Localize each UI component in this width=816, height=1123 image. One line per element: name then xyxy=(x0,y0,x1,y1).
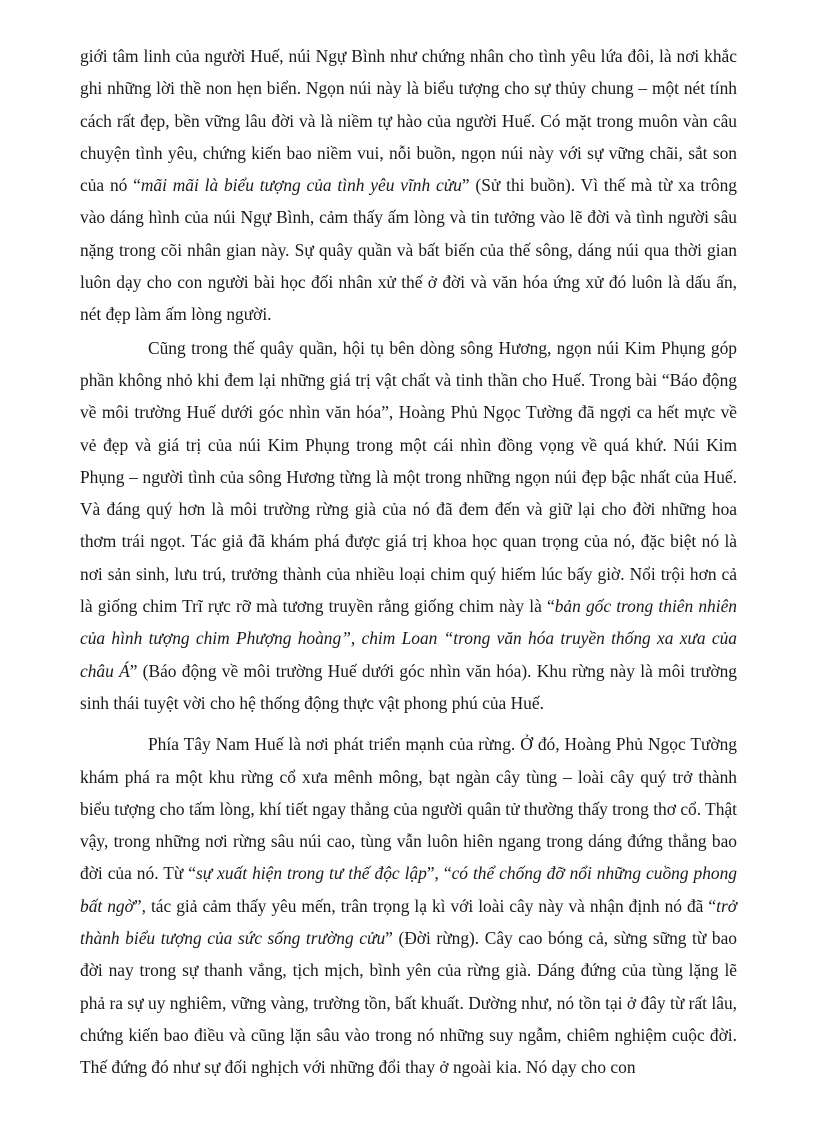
paragraph-text: Cũng trong thế quây quần, hội tụ bên dòng sông Hương, ngọn núi Kim Phụng góp phần không nhỏ khi đem lại những giá trị vật chất và tinh thần cho Huế. Trong bài “Báo động về môi trường Huế dưới góc nhìn văn hóa”, Hoàng Phủ Ngọc Tường đã ngợi ca hết mực về vẻ đẹp và giá trị của núi Kim Phụng trong một cái nhìn đồng vọng về quá khứ. Núi Kim Phụng – người tình của sông Hương từng là một trong những ngọn núi đẹp bậc nhất của Huế. Và đáng quý hơn là môi trường rừng già của nó đã đem đến và giữ lại cho đời những hoa thơm trái ngọt. Tác giả đã khám phá được giá trị khoa học quan trọng của nó, đặc biệt nó là nơi sản sinh, lưu trú, trưởng thành của nhiều loại chim quý hiếm lúc bấy giờ. Nổi trội hơn cả là giống chim Trĩ rực rỡ mà tương truyền rằng giống chim này là “ xyxy=(80,337,737,617)
paragraph-kim-phung xyxy=(80,332,737,720)
paragraph-text: ” (Báo động về môi trường Huế dưới góc nhìn văn hóa). Khu rừng này là môi trường sinh thái tuyệt vời cho hệ thống động thực vật phong phú của Huế. xyxy=(80,660,738,713)
quotation: trở thành biểu tượng của sức sống trường cửu xyxy=(80,895,737,949)
paragraph-ngu-binh xyxy=(80,40,737,331)
document-page xyxy=(80,40,737,1084)
quotation: bản gốc trong thiên nhiên của hình tượng chim Phượng hoàng”, chim Loan “trong văn hóa truyền thống xa xưa của châu Á xyxy=(80,596,737,681)
paragraph-text: ” (Sử thi buồn). Vì thế mà từ xa trông vào dáng hình của núi Ngự Bình, cảm thấy ấm lòng và tin tưởng vào lẽ đời và tình người sâu nặng trong cõi nhân gian này. Sự quây quần và bất biến của thế sông, dáng núi qua thời gian luôn dạy cho con người bài học đối nhân xử thế ở đời và văn hóa ứng xử đó luôn là dấu ấn, nét đẹp làm ấm lòng người. xyxy=(80,175,737,325)
paragraph-text: giới tâm linh của người Huế, núi Ngự Bình như chứng nhân cho tình yêu lứa đôi, là nơi khắc ghi những lời thề non hẹn biển. Ngọn núi này là biểu tượng cho sự thủy chung – một nét tính cách rất đẹp, bền vững lâu đời và là niềm tự hào của người Huế. Có mặt trong muôn vàn câu chuyện tình yêu, chứng kiến bao niềm vui, nỗi buồn, ngọn núi này với sự vững chãi, sắt son của nó “ xyxy=(80,46,737,196)
quotation: mãi mãi là biểu tượng của tình yêu vĩnh cửu xyxy=(140,175,462,196)
paragraph-text: Phía Tây Nam Huế là nơi phát triển mạnh của rừng. Ở đó, Hoàng Phủ Ngọc Tường khám phá ra một khu rừng cổ xưa mênh mông, bạt ngàn cây tùng – loài cây quý trở thành biểu tượng cho tấm lòng, khí tiết ngay thẳng của người quân tử thường thấy trong thơ cổ. Thật vậy, trong những nơi rừng sâu núi cao, tùng vẫn luôn hiên ngang trong dáng đứng thẳng bao đời của nó. Từ “ xyxy=(80,734,737,884)
paragraph-rung-tung xyxy=(80,728,737,1083)
paragraph-text: ”, “ xyxy=(426,863,452,884)
quotation: sự xuất hiện trong tư thế độc lập xyxy=(195,863,427,884)
quotation: có thể chống đỡ nổi những cuồng phong bất ngờ xyxy=(80,863,737,916)
paragraph-text: ”, tác giả cảm thấy yêu mến, trân trọng lạ kì với loài cây này và nhận định nó đã “ xyxy=(133,895,717,916)
paragraph-text: ” (Đời rừng). Cây cao bóng cả, sừng sững từ bao đời nay trong sự thanh vắng, tịch mịch, bình yên của rừng già. Dáng đứng của tùng lặng lẽ phả ra sự uy nghiêm, vững vàng, trường tồn, bất khuất. Dường như, nó tồn tại ở đây từ rất lâu, chứng kiến bao điều và cũng lặn sâu vào trong nó những suy ngẫm, chiêm nghiệm cuộc đời. Thế đứng đó như sự đối nghịch với những đổi thay ở ngoài kia. Nó dạy cho con xyxy=(80,928,737,1078)
